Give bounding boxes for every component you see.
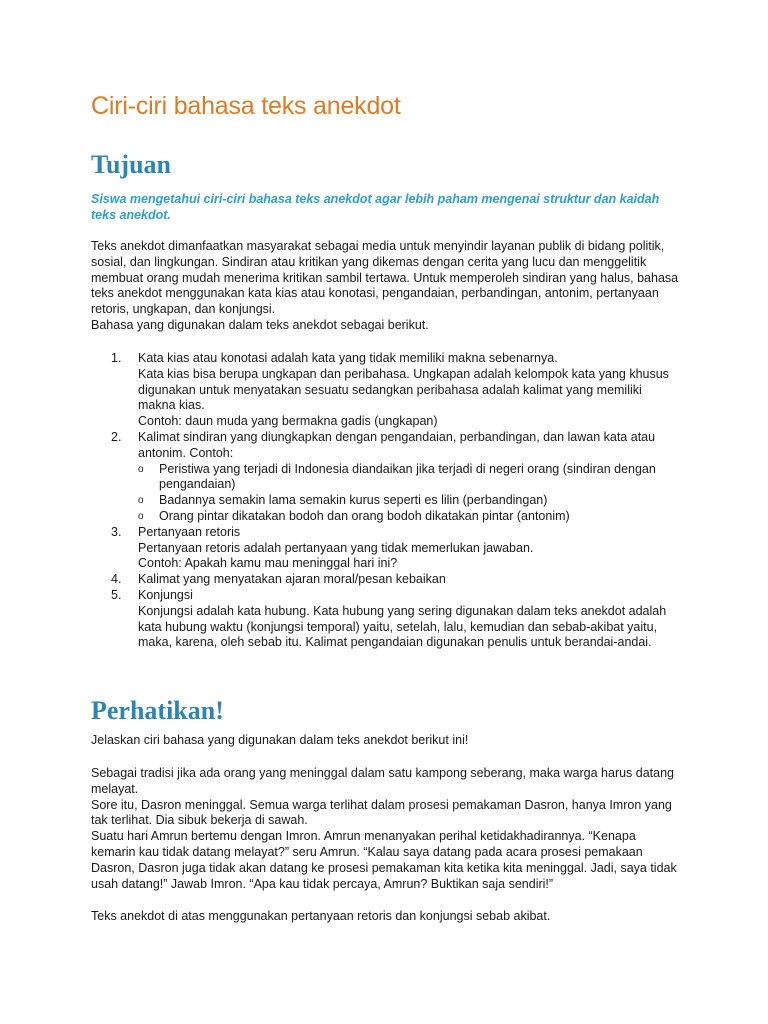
- list-line: Contoh: daun muda yang bermakna gadis (ungkapan): [138, 414, 438, 429]
- sub-list-item: [138, 462, 671, 494]
- circle-bullet-icon: o: [138, 463, 144, 475]
- language-features-list: [91, 351, 671, 651]
- intro-paragraph: [91, 239, 681, 334]
- list-item: [91, 572, 671, 588]
- page-title: Ciri-ciri bahasa teks anekdot: [91, 92, 401, 120]
- heading-perhatikan: Perhatikan!: [91, 696, 224, 725]
- heading-tujuan: Tujuan: [91, 150, 171, 179]
- list-item: [91, 588, 671, 651]
- list-line: Konjungsi: [138, 587, 193, 602]
- sub-list-item: [138, 509, 671, 525]
- list-line: Kalimat sindiran yang diungkapkan dengan pengandaian, perbandingan, dan lawan kata atau antonim. Contoh:: [138, 429, 656, 460]
- example-sublist: [138, 462, 671, 525]
- anecdote-story: [91, 766, 681, 892]
- list-item: [91, 430, 671, 525]
- list-number: 4.: [111, 572, 122, 587]
- list-line: Kata kias bisa berupa ungkapan dan peribahasa. Ungkapan adalah kelompok kata yang khusus digunakan untuk menyatakan sesuatu sedangkan peribahasa adalah kalimat yang memiliki makna kias.: [138, 366, 669, 413]
- list-line: Pertanyaan retoris: [138, 524, 241, 539]
- intro-lead: Bahasa yang digunakan dalam teks anekdot sebagai berikut.: [91, 317, 429, 332]
- conclusion-text: Teks anekdot di atas menggunakan pertanyaan retoris dan konjungsi sebab akibat.: [91, 909, 551, 923]
- list-number: 5.: [111, 587, 122, 602]
- list-line: Pertanyaan retoris adalah pertanyaan yang tidak memerlukan jawaban.: [138, 540, 534, 555]
- list-line: Contoh: Apakah kamu mau meninggal hari ini?: [138, 556, 398, 571]
- list-number: 3.: [111, 524, 122, 539]
- list-item: [91, 351, 671, 430]
- list-line: Kalimat yang menyatakan ajaran moral/pesan kebaikan: [138, 572, 446, 587]
- list-number: 2.: [111, 429, 122, 444]
- instruction-paragraph: [91, 733, 681, 749]
- list-line: Kata kias atau konotasi adalah kata yang tidak memiliki makna sebenarnya.: [138, 351, 558, 365]
- circle-bullet-icon: o: [138, 510, 144, 522]
- sub-list-text: Peristiwa yang terjadi di Indonesia diandaikan jika terjadi di negeri orang (sindiran dengan pengandaian): [159, 461, 656, 492]
- story-paragraph: Sebagai tradisi jika ada orang yang meninggal dalam satu kampong seberang, maka warga harus datang melayat.: [91, 766, 675, 796]
- list-item: [91, 525, 671, 572]
- list-number: 1.: [111, 351, 122, 365]
- instruction-text: Jelaskan ciri bahasa yang digunakan dalam teks anekdot berikut ini!: [91, 733, 469, 747]
- conclusion-paragraph: [91, 909, 681, 925]
- list-line: Konjungsi adalah kata hubung. Kata hubung yang sering digunakan dalam teks anekdot adalah kata hubung waktu (konjungsi temporal) yaitu, setelah, lalu, kemudian dan sebab-akibat yaitu, maka, karena, oleh sebab itu. Kalimat pengandaian digunakan penulis untuk berandai-andai.: [138, 603, 667, 650]
- sub-list-text: Orang pintar dikatakan bodoh dan orang bodoh dikatakan pintar (antonim): [159, 508, 570, 523]
- intro-text: Teks anekdot dimanfaatkan masyarakat sebagai media untuk menyindir layanan publik di bidang politik, sosial, dan lingkungan. Sindiran atau kritikan yang dikemas dengan cerita yang lucu dan menggelitik membuat orang mudah menerima kritikan sambil tertawa. Untuk memperoleh sindiran yang halus, bahasa teks anekdot menggunakan kata kias atau konotasi, pengandaian, perbandingan, antonim, pertanyaan retoris, ungkapan, dan konjungsi.: [91, 239, 679, 317]
- sub-list-text: Badannya semakin lama semakin kurus seperti es lilin (perbandingan): [159, 493, 548, 508]
- sub-list-item: [138, 493, 671, 509]
- goal-text: Siswa mengetahui ciri-ciri bahasa teks anekdot agar lebih paham mengenai struktur dan kaidah teks anekdot.: [91, 192, 660, 222]
- story-paragraph: Sore itu, Dasron meninggal. Semua warga terlihat dalam prosesi pemakaman Dasron, hanya Imron yang tak terlihat. Dia sibuk bekerja di sawah.: [91, 797, 672, 828]
- story-paragraph: Suatu hari Amrun bertemu dengan Imron. Amrun menanyakan perihal ketidakhadirannya. “Kenapa kemarin kau tidak datang melayat?” seru Amrun. “Kalau saya datang pada acara prosesi pemakaan Dasron, Dasron juga tidak akan datang ke prosesi pemakaman kita ketika kita meninggal. Jadi, saya tidak usah datang!” Jawab Imron. “Apa kau tidak percaya, Amrun? Buktikan saja sendiri!”: [91, 829, 677, 891]
- circle-bullet-icon: o: [138, 495, 144, 507]
